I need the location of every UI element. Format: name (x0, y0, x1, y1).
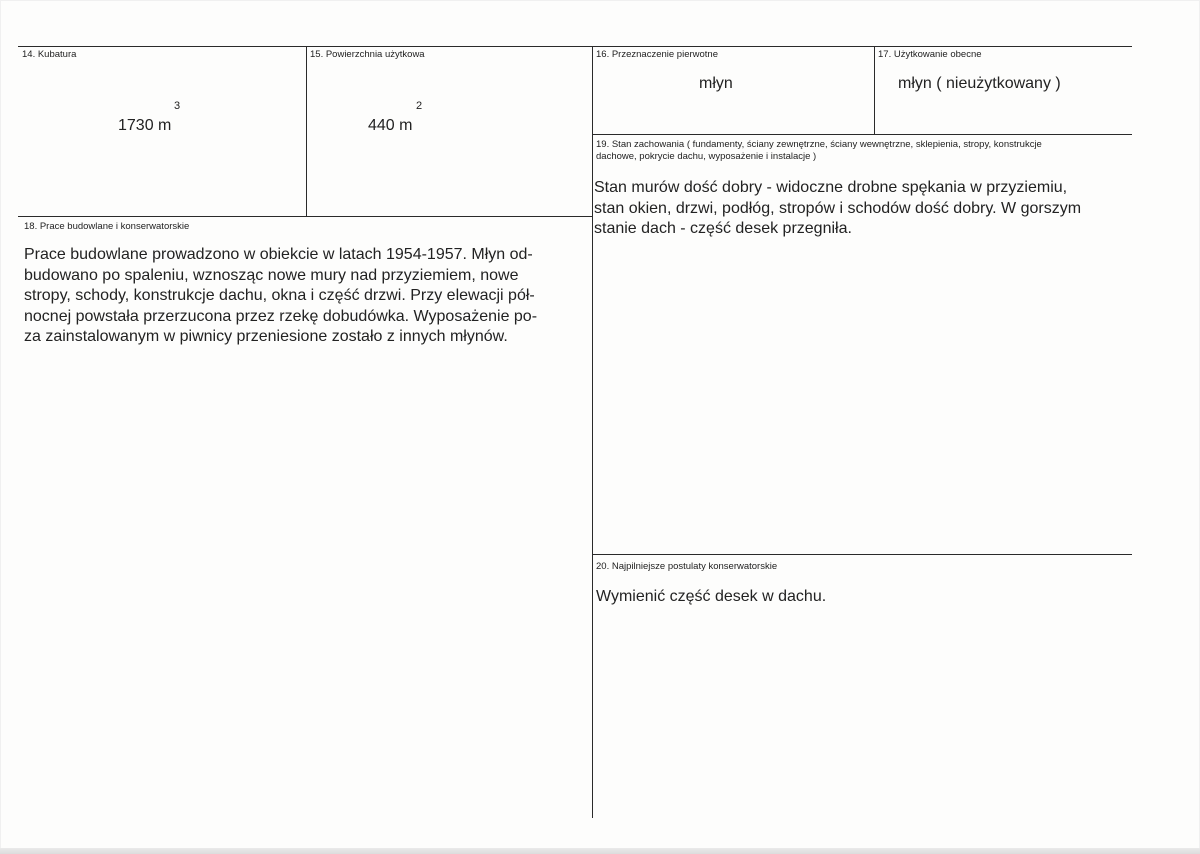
field-17-label: 17. Użytkowanie obecne (878, 49, 982, 60)
field-15-exponent: 2 (416, 100, 423, 112)
divider-14-15 (306, 46, 307, 216)
divider-16-19 (592, 134, 1132, 135)
field-14-exponent: 3 (174, 100, 181, 112)
field-16-value: młyn (699, 75, 733, 92)
scan-bottom-edge (0, 848, 1200, 854)
field-18-label: 18. Prace budowlane i konserwatorskie (24, 221, 190, 232)
field-20-label: 20. Najpilniejsze postulaty konserwatorskie (596, 561, 778, 572)
field-16-label: 16. Przeznaczenie pierwotne (596, 49, 718, 60)
center-divider (592, 46, 593, 818)
field-19-label: 19. Stan zachowania ( fundamenty, ściany zewnętrzne, ściany wewnętrzne, sklepienia, stropy, konstrukcje dachowe, pokrycie dachu, wyposażenie i instalacje ) (596, 139, 1042, 162)
field-18-text: Prace budowlane prowadzono w obiekcie w latach 1954-1957. Młyn od- budowano po spaleniu, wznosząc nowe mury nad przyziemiem, nowe stropy, schody, konstrukcje dachu, okna i część drzwi. Przy elewacji pół- nocnej powstała przerzucona przez rzekę dobudówka. Wyposażenie po- za zainstalowanym w piwnicy przeniesione zostało z innych młynów. (24, 246, 538, 345)
field-15-label: 15. Powierzchnia użytkowa (310, 49, 425, 60)
divider-16-17 (874, 46, 875, 134)
divider-19-20 (592, 554, 1132, 555)
top-border-line (18, 46, 1132, 47)
field-17-value: młyn ( nieużytkowany ) (898, 75, 1061, 92)
field-14-label: 14. Kubatura (22, 49, 77, 60)
field-20-text: Wymienić część desek w dachu. (596, 588, 827, 605)
field-14-value: 1730 m (118, 117, 172, 134)
field-15-value: 440 m (368, 117, 413, 134)
divider-14-18 (18, 216, 592, 217)
field-19-text: Stan murów dość dobry - widoczne drobne spękania w przyziemiu, stan okien, drzwi, podłóg, stropów i schodów dość dobry. W gorszym stanie dach - część desek przegniła. (594, 179, 1082, 237)
